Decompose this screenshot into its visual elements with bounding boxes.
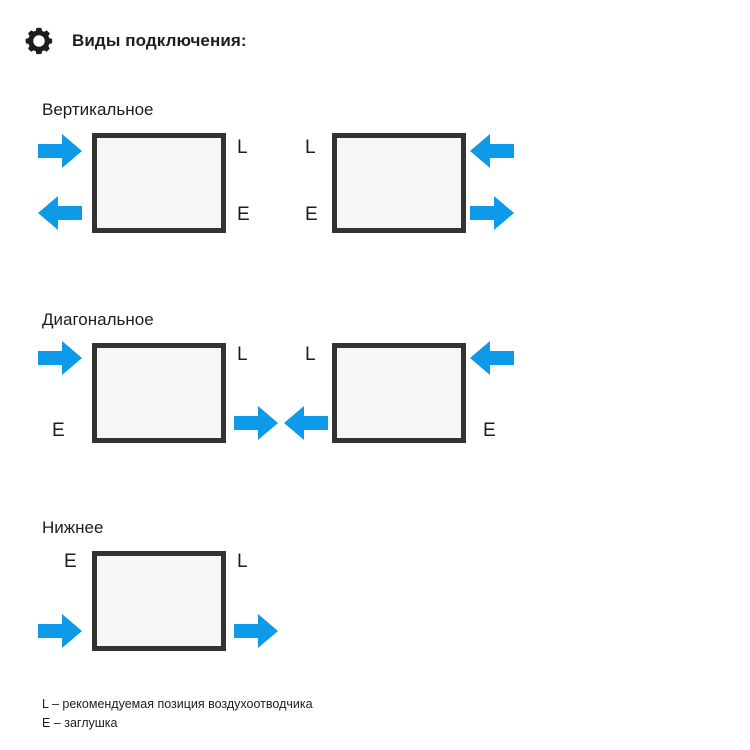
label-diagonal-right-L: L xyxy=(305,344,316,365)
radiator-diagonal-left xyxy=(92,343,226,443)
label-diagonal-left-L: L xyxy=(237,344,248,365)
page-header xyxy=(24,26,247,56)
arrow-bottom-right-out xyxy=(234,614,278,648)
arrow-diagonal-left-top-in xyxy=(38,341,82,375)
arrow-vertical-left-top-in xyxy=(38,134,82,168)
arrow-vertical-left-bottom-out xyxy=(38,196,82,230)
radiator-vertical-left xyxy=(92,133,226,233)
section-title-bottom: Нижнее xyxy=(42,518,104,537)
radiator-diagonal-right xyxy=(332,343,466,443)
label-vertical-left-E: E xyxy=(237,204,250,225)
arrow-diagonal-left-bottom-out xyxy=(234,406,278,440)
section-title-diagonal: Диагональное xyxy=(42,310,154,329)
label-bottom-L: L xyxy=(237,551,248,572)
label-vertical-left-L: L xyxy=(237,137,248,158)
arrow-bottom-left-in xyxy=(38,614,82,648)
arrow-diagonal-right-top-in xyxy=(470,341,514,375)
arrow-vertical-right-bottom-out xyxy=(470,196,514,230)
legend-line-plug: E – заглушка xyxy=(42,716,118,730)
page-title: Виды подключения: xyxy=(72,31,247,50)
label-diagonal-left-E: E xyxy=(52,420,65,441)
label-vertical-right-E: E xyxy=(305,204,318,225)
section-title-vertical: Вертикальное xyxy=(42,100,154,119)
radiator-vertical-right xyxy=(332,133,466,233)
arrow-diagonal-right-bottom-out xyxy=(284,406,328,440)
label-vertical-right-L: L xyxy=(305,137,316,158)
label-bottom-E: E xyxy=(64,551,77,572)
arrow-vertical-right-top-in xyxy=(470,134,514,168)
gear-icon xyxy=(24,26,54,56)
radiator-bottom xyxy=(92,551,226,651)
label-diagonal-right-E: E xyxy=(483,420,496,441)
legend-line-air-vent: L – рекомендуемая позиция воздухоотводчика xyxy=(42,697,313,711)
